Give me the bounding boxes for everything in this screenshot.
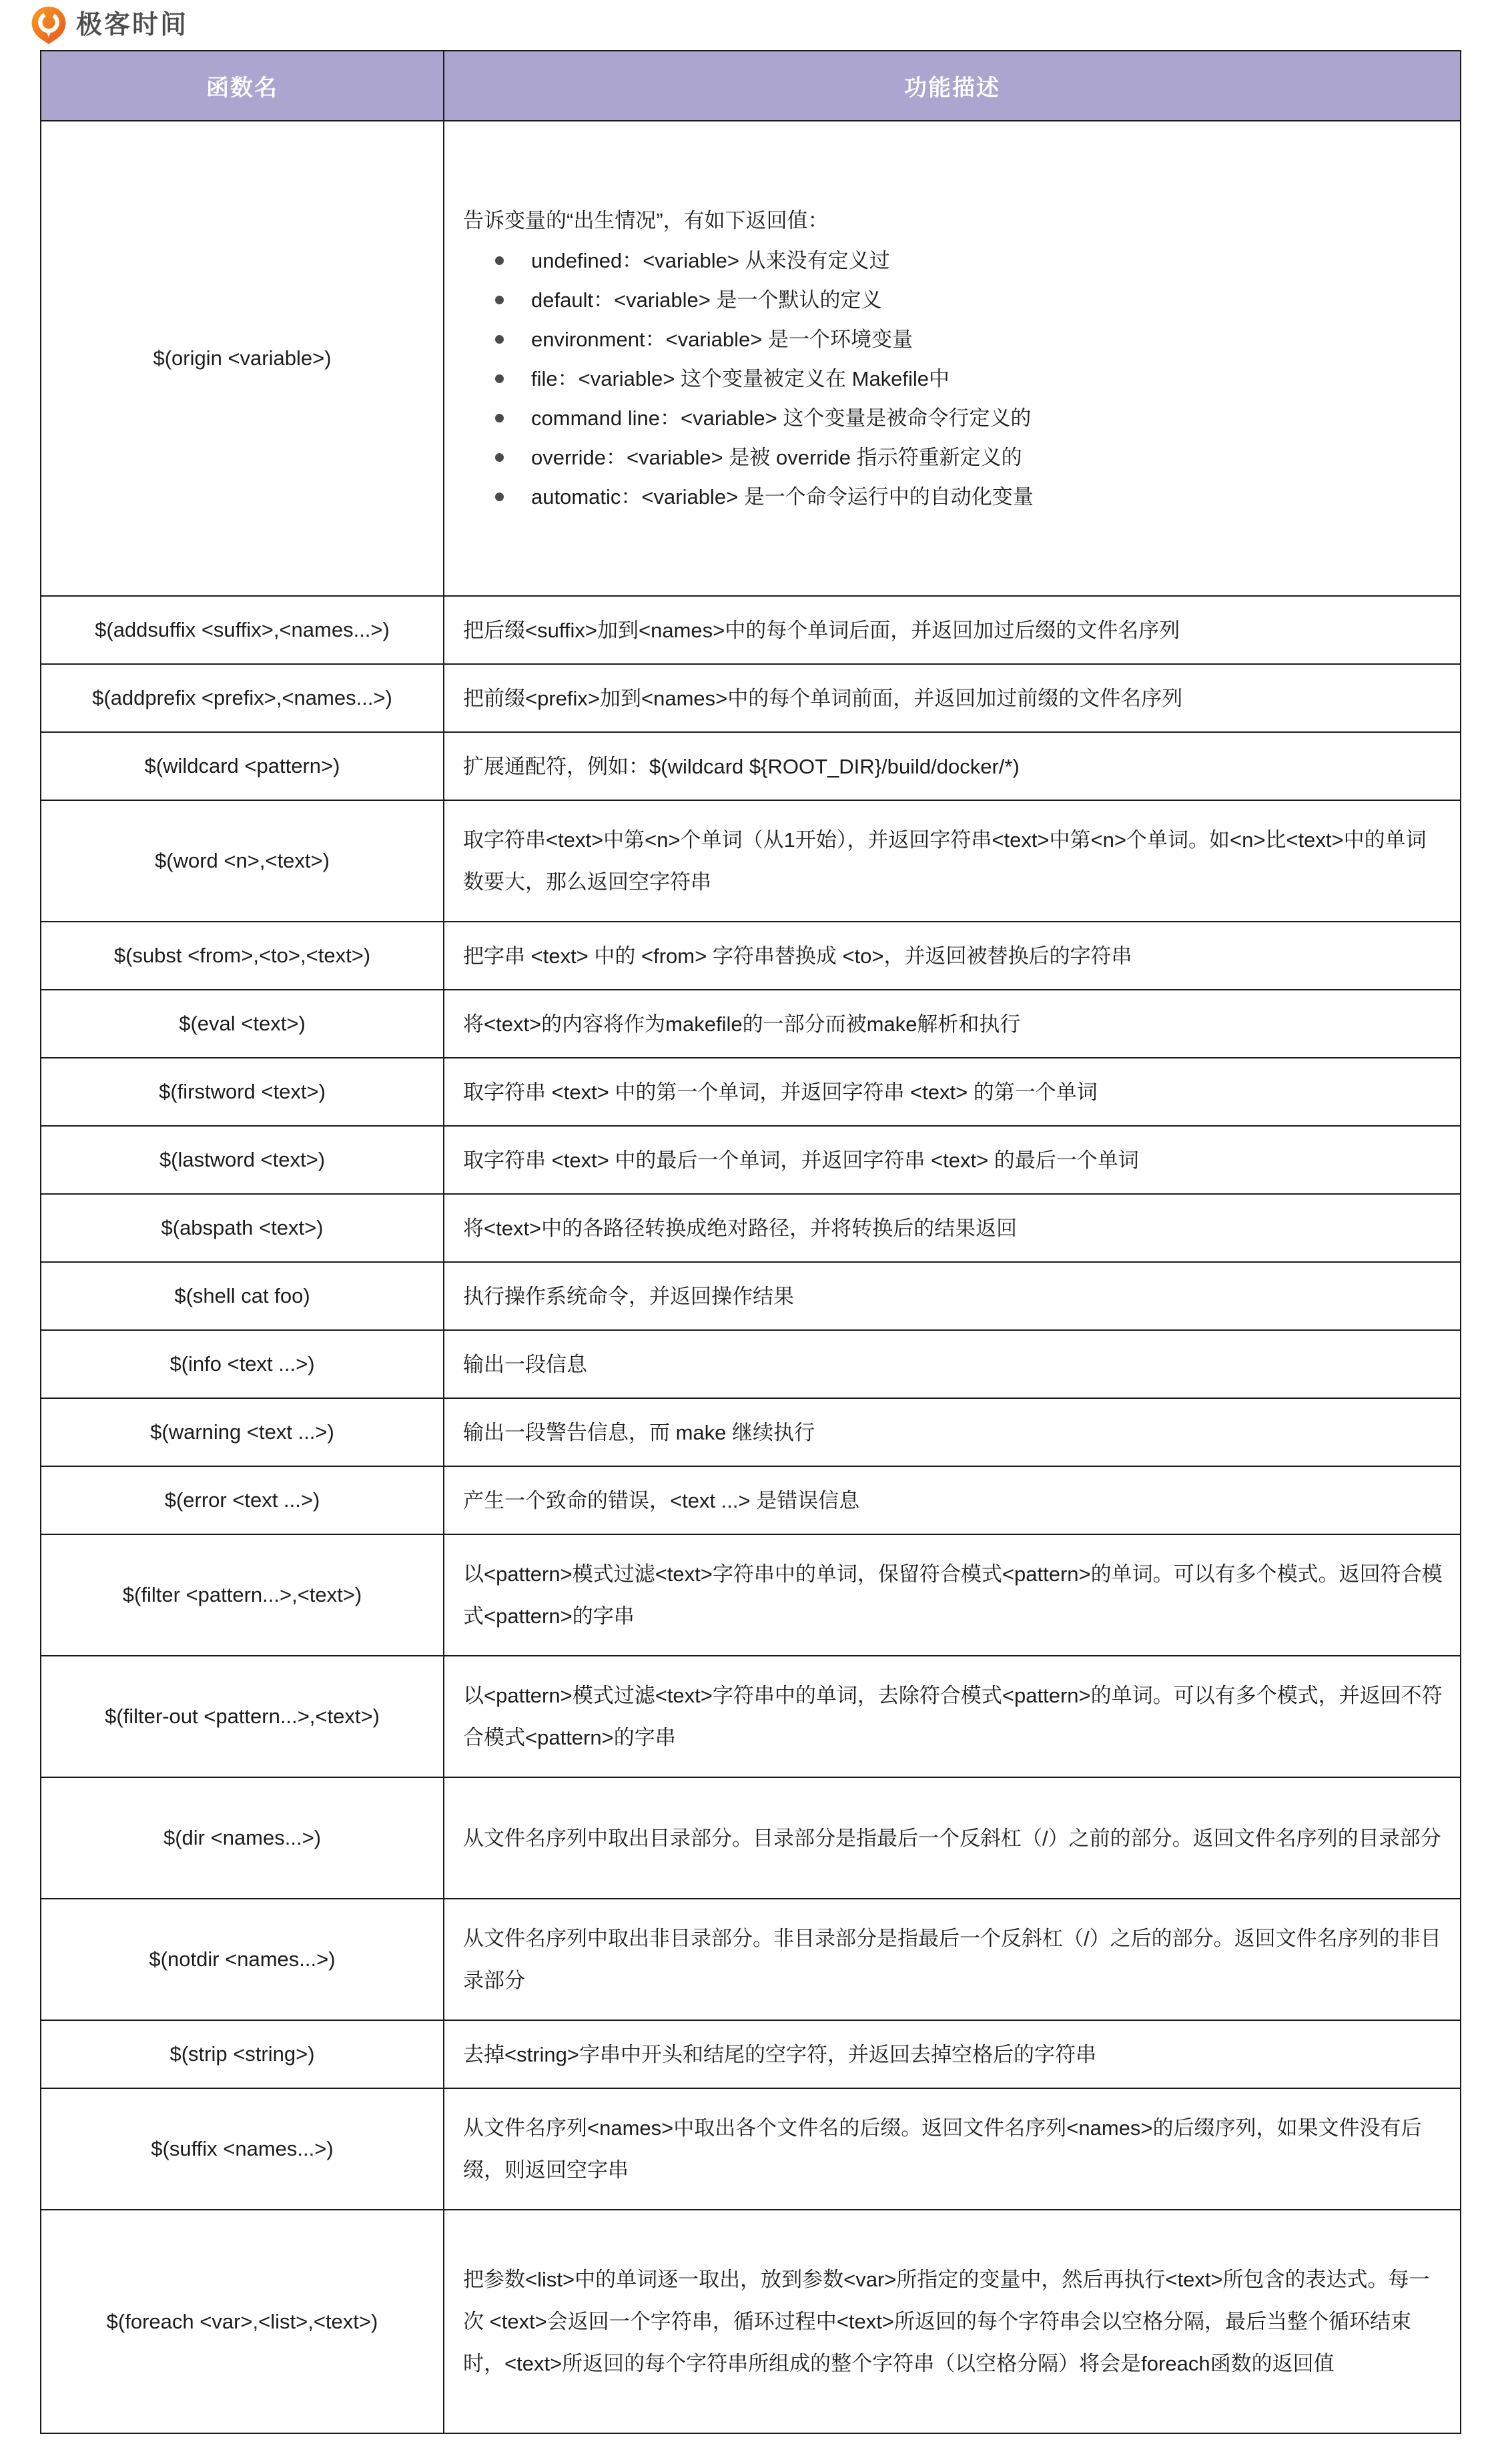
col-header-function-name: 函数名 <box>41 51 444 121</box>
function-name-cell: $(origin <variable>) <box>41 121 444 596</box>
description-cell: 把参数<list>中的单词逐一取出，放到参数<var>所指定的变量中，然后再执行<text>所包含的表达式。每一次 <text>会返回一个字符串，循环过程中<text>所返回的每个字符串会以空格分隔，最后当整个循环结束时，<text>所返回的每个字符串所组成的整个字符串（以空格分隔）将会是foreach函数的返回值 <box>444 2210 1461 2433</box>
description-cell: 以<pattern>模式过滤<text>字符串中的单词，保留符合模式<pattern>的单词。可以有多个模式。返回符合模式<pattern>的字串 <box>444 1534 1461 1656</box>
description-cell: 取字符串 <text> 中的最后一个单词，并返回字符串 <text> 的最后一个单词 <box>444 1126 1461 1194</box>
table-row <box>41 1058 1461 1126</box>
function-name-cell: $(warning <text ...>) <box>41 1398 444 1466</box>
function-name-cell: $(strip <string>) <box>41 2020 444 2088</box>
list-item: default：<variable> 是一个默认的定义 <box>492 280 1443 320</box>
list-item: file：<variable> 这个变量被定义在 Makefile中 <box>492 359 1443 398</box>
function-name-cell: $(info <text ...>) <box>41 1330 444 1398</box>
description-cell <box>444 121 1461 596</box>
function-name-cell: $(filter <pattern...>,<text>) <box>41 1534 444 1656</box>
function-name-cell: $(wildcard <pattern>) <box>41 732 444 800</box>
table-row <box>41 1777 1461 1899</box>
description-cell: 输出一段警告信息，而 make 继续执行 <box>444 1398 1461 1466</box>
brand-name: 极客时间 <box>76 11 189 39</box>
table-row <box>41 922 1461 990</box>
description-cell: 将<text>的内容将作为makefile的一部分而被make解析和执行 <box>444 990 1461 1058</box>
table-row <box>41 1194 1461 1262</box>
description-cell: 去掉<string>字串中开头和结尾的空字符，并返回去掉空格后的字符串 <box>444 2020 1461 2088</box>
geektime-logo-icon <box>29 6 68 45</box>
table-row <box>41 1534 1461 1656</box>
description-intro: 告诉变量的“出生情况”，有如下返回值： <box>463 208 829 232</box>
function-name-cell: $(notdir <names...>) <box>41 1899 444 2020</box>
description-cell: 把后缀<suffix>加到<names>中的每个单词后面，并返回加过后缀的文件名序列 <box>444 596 1461 664</box>
description-cell: 把前缀<prefix>加到<names>中的每个单词前面，并返回加过前缀的文件名序列 <box>444 664 1461 732</box>
function-name-cell: $(eval <text>) <box>41 990 444 1058</box>
table-row <box>41 800 1461 922</box>
function-name-cell: $(error <text ...>) <box>41 1466 444 1534</box>
table-header-row <box>41 51 1461 121</box>
make-functions-table <box>40 50 1461 2434</box>
function-name-cell: $(dir <names...>) <box>41 1777 444 1899</box>
description-cell: 取字符串<text>中第<n>个单词（从1开始），并返回字符串<text>中第<n>个单词。如<n>比<text>中的单词数要大，那么返回空字符串 <box>444 800 1461 922</box>
table-row <box>41 990 1461 1058</box>
list-item: undefined：<variable> 从来没有定义过 <box>492 241 1443 280</box>
function-name-cell: $(addprefix <prefix>,<names...>) <box>41 664 444 732</box>
brand <box>29 7 188 44</box>
table-row <box>41 2088 1461 2210</box>
table-row <box>41 732 1461 800</box>
table-row <box>41 596 1461 664</box>
function-name-cell: $(subst <from>,<to>,<text>) <box>41 922 444 990</box>
table-row <box>41 1466 1461 1534</box>
function-name-cell: $(firstword <text>) <box>41 1058 444 1126</box>
col-header-description: 功能描述 <box>444 51 1461 121</box>
description-cell: 把字串 <text> 中的 <from> 字符串替换成 <to>，并返回被替换后的字符串 <box>444 922 1461 990</box>
table-row <box>41 2210 1461 2433</box>
description-cell: 扩展通配符，例如：$(wildcard ${ROOT_DIR}/build/docker/*) <box>444 732 1461 800</box>
table-row <box>41 664 1461 732</box>
table-row <box>41 121 1461 596</box>
list-item: command line：<variable> 这个变量是被命令行定义的 <box>492 398 1443 438</box>
function-name-cell: $(shell cat foo) <box>41 1262 444 1330</box>
list-item: automatic：<variable> 是一个命令运行中的自动化变量 <box>492 477 1443 517</box>
table-row <box>41 1262 1461 1330</box>
function-name-cell: $(addsuffix <suffix>,<names...>) <box>41 596 444 664</box>
function-name-cell: $(lastword <text>) <box>41 1126 444 1194</box>
table-row <box>41 1330 1461 1398</box>
table-row <box>41 1656 1461 1777</box>
description-cell: 输出一段信息 <box>444 1330 1461 1398</box>
description-cell: 从文件名序列<names>中取出各个文件名的后缀。返回文件名序列<names>的后缀序列，如果文件没有后缀，则返回空字串 <box>444 2088 1461 2210</box>
function-name-cell: $(abspath <text>) <box>41 1194 444 1262</box>
table-row <box>41 2020 1461 2088</box>
return-values-list <box>463 241 1443 517</box>
function-name-cell: $(word <n>,<text>) <box>41 800 444 922</box>
function-name-cell: $(foreach <var>,<list>,<text>) <box>41 2210 444 2433</box>
description-cell: 产生一个致命的错误，<text ...> 是错误信息 <box>444 1466 1461 1534</box>
list-item: environment：<variable> 是一个环境变量 <box>492 320 1443 359</box>
description-cell: 以<pattern>模式过滤<text>字符串中的单词，去除符合模式<pattern>的单词。可以有多个模式，并返回不符合模式<pattern>的字串 <box>444 1656 1461 1777</box>
function-name-cell: $(filter-out <pattern...>,<text>) <box>41 1656 444 1777</box>
table-row <box>41 1899 1461 2020</box>
table-row <box>41 1398 1461 1466</box>
description-cell: 取字符串 <text> 中的第一个单词，并返回字符串 <text> 的第一个单词 <box>444 1058 1461 1126</box>
description-cell: 执行操作系统命令，并返回操作结果 <box>444 1262 1461 1330</box>
list-item: override：<variable> 是被 override 指示符重新定义的 <box>492 438 1443 477</box>
description-cell: 将<text>中的各路径转换成绝对路径，并将转换后的结果返回 <box>444 1194 1461 1262</box>
description-cell: 从文件名序列中取出目录部分。目录部分是指最后一个反斜杠（/）之前的部分。返回文件名序列的目录部分 <box>444 1777 1461 1899</box>
description-cell: 从文件名序列中取出非目录部分。非目录部分是指最后一个反斜杠（/）之后的部分。返回文件名序列的非目录部分 <box>444 1899 1461 2020</box>
table-row <box>41 1126 1461 1194</box>
function-name-cell: $(suffix <names...>) <box>41 2088 444 2210</box>
